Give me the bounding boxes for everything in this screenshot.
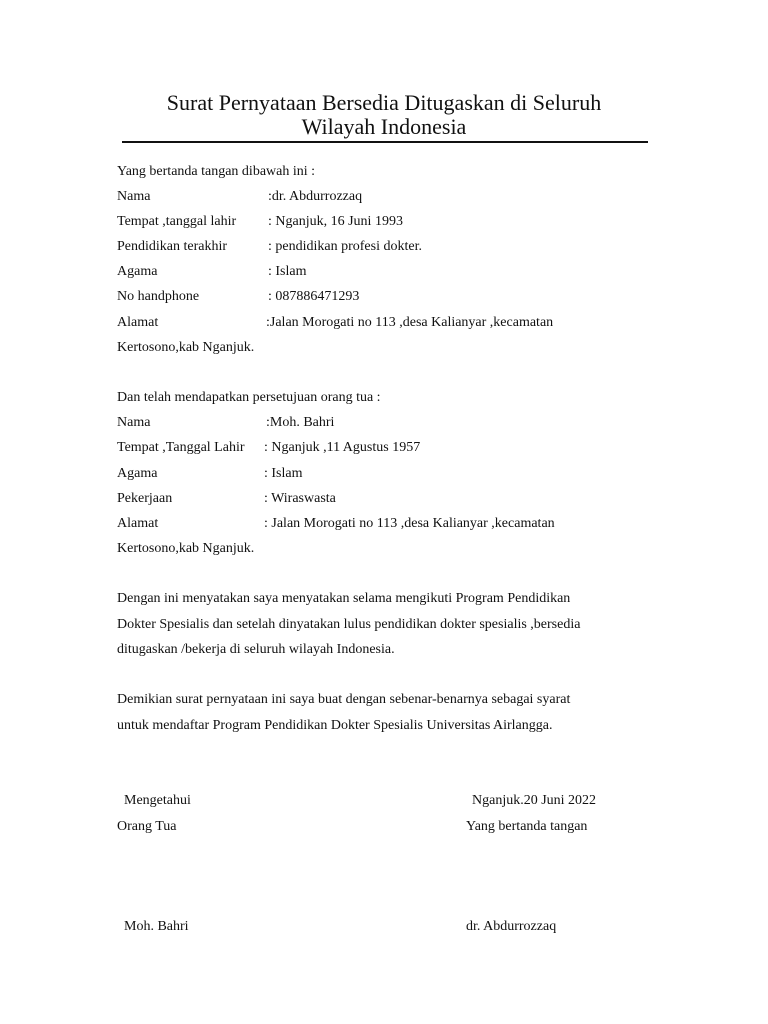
right-signature-role: Yang bertanda tangan [466, 819, 588, 834]
left-signature-name: Moh. Bahri [124, 919, 189, 934]
applicant-agama-value: : Islam [268, 264, 307, 279]
applicant-pendidikan-label: Pendidikan terakhir [117, 239, 228, 254]
parent-alamat-value: : Jalan Morogati no 113 ,desa Kalianyar ,kecamatan [264, 516, 555, 531]
parent-nama-value: :Moh. Bahri [266, 415, 335, 430]
document-title-line-1: Surat Pernyataan Bersedia Ditugaskan di Seluruh [166, 90, 602, 115]
statement-line: Dengan ini menyatakan saya menyatakan selama mengikuti Program Pendidikan [117, 591, 571, 606]
applicant-agama-label: Agama [117, 264, 158, 279]
right-signature-place-date: Nganjuk.20 Juni 2022 [472, 793, 597, 808]
closing-line: untuk mendaftar Program Pendidikan Dokter Spesialis Universitas Airlangga. [117, 718, 553, 733]
parent-ttl-value: : Nganjuk ,11 Agustus 1957 [264, 440, 421, 455]
statement-line: ditugaskan /bekerja di seluruh wilayah Indonesia. [117, 642, 395, 657]
parent-agama-label: Agama [117, 466, 158, 481]
right-signature-name: dr. Abdurrozzaq [466, 919, 557, 934]
left-signature-role: Orang Tua [117, 819, 177, 834]
left-signature-heading: Mengetahui [124, 793, 191, 808]
parent-ttl-label: Tempat ,Tanggal Lahir [117, 440, 245, 455]
closing-line: Demikian surat pernyataan ini saya buat dengan sebenar-benarnya sebagai syarat [117, 692, 571, 707]
applicant-alamat-label: Alamat [117, 315, 159, 330]
parent-intro-text: Dan telah mendapatkan persetujuan orang tua : [117, 390, 381, 405]
applicant-ttl-value: : Nganjuk, 16 Juni 1993 [268, 214, 403, 229]
intro-text: Yang bertanda tangan dibawah ini : [117, 164, 316, 179]
applicant-nama-label: Nama [117, 189, 151, 204]
title-underline [122, 141, 648, 143]
applicant-pendidikan-value: : pendidikan profesi dokter. [268, 239, 422, 254]
parent-nama-label: Nama [117, 415, 151, 430]
parent-alamat-continued: Kertosono,kab Nganjuk. [117, 541, 255, 556]
parent-alamat-label: Alamat [117, 516, 159, 531]
parent-pekerjaan-label: Pekerjaan [117, 491, 173, 506]
applicant-nama-value: :dr. Abdurrozzaq [268, 189, 363, 204]
parent-pekerjaan-value: : Wiraswasta [264, 491, 336, 506]
applicant-alamat-value: :Jalan Morogati no 113 ,desa Kalianyar ,kecamatan [266, 315, 554, 330]
document-title-line-2: Wilayah Indonesia [301, 114, 467, 139]
applicant-hp-value: : 087886471293 [268, 289, 360, 304]
parent-agama-value: : Islam [264, 466, 303, 481]
applicant-alamat-continued: Kertosono,kab Nganjuk. [117, 340, 255, 355]
statement-line: Dokter Spesialis dan setelah dinyatakan lulus pendidikan dokter spesialis ,bersedia [117, 617, 581, 632]
applicant-hp-label: No handphone [117, 289, 200, 304]
applicant-ttl-label: Tempat ,tanggal lahir [117, 214, 237, 229]
